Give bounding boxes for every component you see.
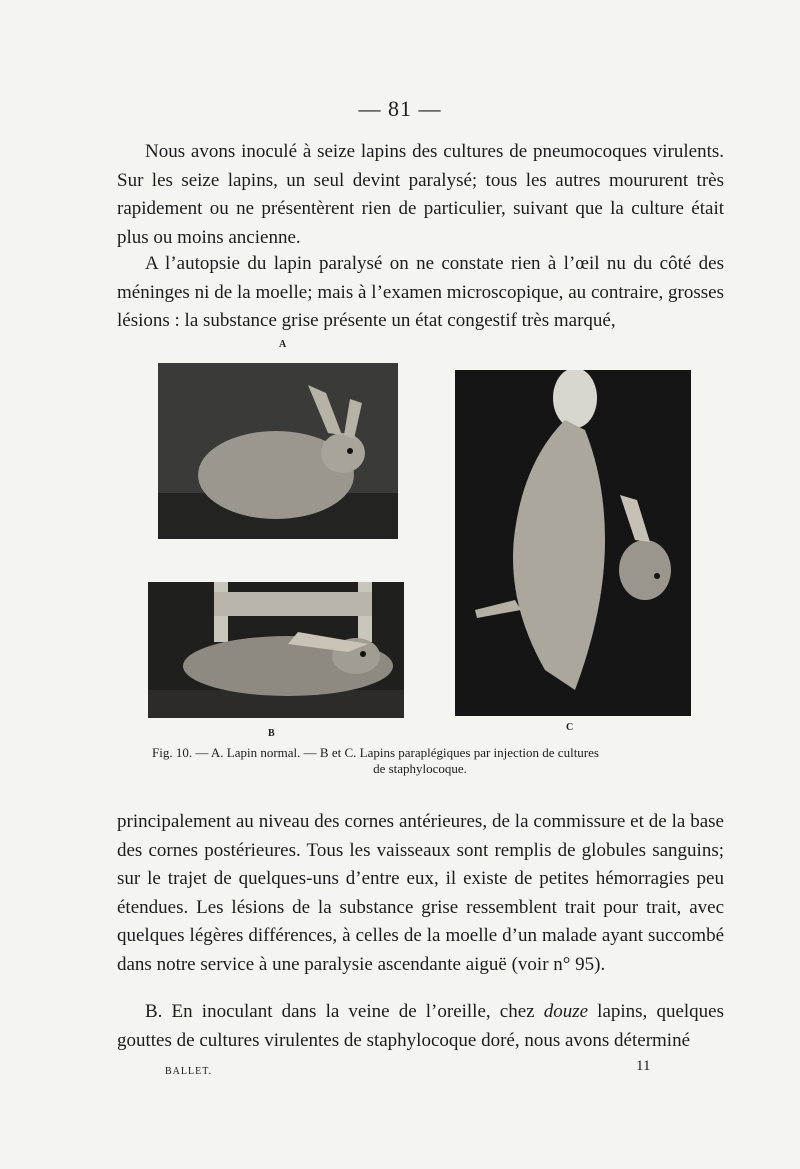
paragraph-autopsy: A l’autopsie du lapin paralysé on ne constate rien à l’œil nu du côté des méninges ni de la moelle; mais à l’examen microscopique, au contraire, grosses lésions : la substance grise présente un état congestif très marqué, (117, 253, 724, 331)
figure-label-b: B (268, 728, 275, 739)
photo-normal-rabbit (158, 363, 398, 539)
photo-paraplegic-rabbit-lying (148, 582, 404, 718)
paragraph-lesions: principalement au niveau des cornes antérieures, de la commissure et de la base des cornes postérieures. Tous les vaisseaux sont remplis de globules sanguins; sur le trajet de quelques-uns d’entre eux, il existe de petites hémorragies peu étendues. Les lésions de la substance grise ressemblent trait pour trait, avec quelques légères différences, à celles de la moelle d’un malade ayant succombé dans notre service à une paralysie ascendante aiguë (voir n° 95). (117, 811, 724, 975)
figure-label-a: A (279, 339, 287, 350)
figure-caption-line-2: de staphylocoque. (373, 761, 467, 776)
paragraph-staphylococcus-end: lapins, quelques gouttes de cultures virulentes de staphylocoque doré, nous avons déterminé (117, 1001, 724, 1051)
paragraph-inoculation: Nous avons inoculé à seize lapins des cultures de pneumocoques virulents. Sur les seize lapins, un seul devint paralysé; tous les autres moururent très rapidement ou ne présentèrent rien de particulier, suivant que la culture était plus ou moins ancienne. (117, 141, 724, 248)
figure-label-c: C (566, 722, 574, 733)
paragraph-staphylococcus-start: B. En inoculant dans la veine de l’oreille, chez (145, 1001, 544, 1022)
page-number: — 81 — (358, 96, 442, 121)
paragraph-staphylococcus-emphasis: douze (543, 1001, 589, 1022)
figure-caption (152, 745, 688, 777)
paragraph-staphylococcus (117, 998, 724, 1055)
figure-caption-line-1: Fig. 10. — A. Lapin normal. — B et C. Lapins paraplégiques par injection de cultures (152, 745, 599, 760)
footer-author: BALLET. (165, 1066, 213, 1077)
footer-signature-number: 11 (636, 1058, 651, 1074)
photo-paraplegic-rabbit-suspended (455, 370, 691, 716)
